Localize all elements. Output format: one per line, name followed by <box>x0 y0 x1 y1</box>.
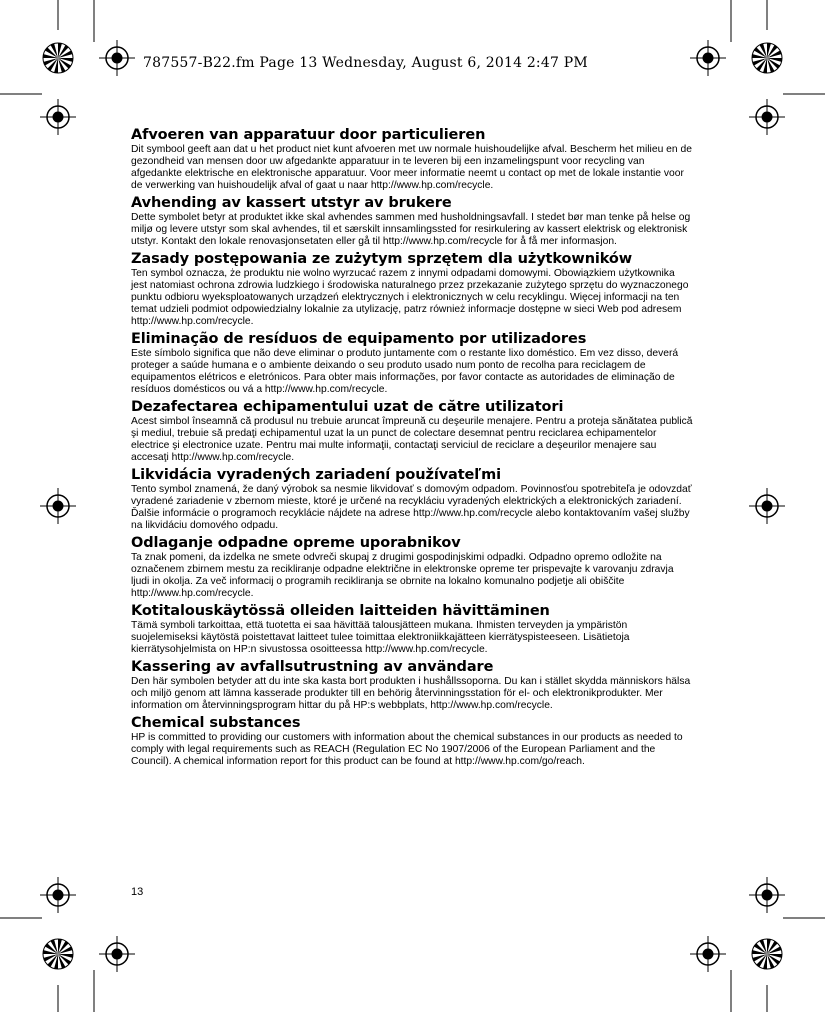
section-eliminacao <box>131 331 693 396</box>
section-body: Acest simbol înseamnă că produsul nu trebuie aruncat împreună cu deşeurile menajere. Pentru a proteja sănătatea publică şi mediul, trebuie să predaţi echipamentul uzat la un punct de colectare desemnat pentru reciclarea echipamentelor electrice şi electronice uzate. Pentru mai multe informaţii, contactaţi serviciul de reciclare a deşeurilor menajere sau accesaţi http://www.hp.com/recycle. <box>131 416 693 463</box>
registration-mark-icon <box>749 877 785 913</box>
section-body: HP is committed to providing our customers with information about the chemical substances in our products as needed to comply with legal requirements such as REACH (Regulation EC No 1907/2006 of the European Parliament and the Council). A chemical information report for this product can be found at http://www.hp.com/go/reach. <box>131 732 683 767</box>
star-target-icon <box>43 939 73 969</box>
section-body: Este símbolo significa que não deve eliminar o produto juntamente com o restante lixo doméstico. Em vez disso, deverá proteger a saúde humana e o ambiente deixando o seu produto usado num ponto de recolha para reciclagem de equipamentos elétricos e eletrónicos. Para obter mais informações, por favor contacte as autoridades de eliminação de resíduos domésticos ou vá a http://www.hp.com/recycle. <box>131 348 679 395</box>
section-odlaganje <box>131 535 693 600</box>
section-title: Kotitalouskäytössä olleiden laitteiden hävittäminen <box>131 603 550 619</box>
star-target-icon <box>43 43 73 73</box>
document-content <box>131 127 693 771</box>
section-title: Dezafectarea echipamentului uzat de către utilizatori <box>131 399 564 415</box>
section-body: Dit symbool geeft aan dat u het product niet kunt afvoeren met uw normale huishoudelijke afval. Bescherm het milieu en de gezondheid van mensen door uw afgedankte apparatuur in te leveren bij een inzamelingspunt voor recycling van afgedankte elektrische en elektronische apparatuur. Voor meer informatie neemt u contact op met de lokale instantie voor de verwerking van huishoudelijk afval of gaat u naar http://www.hp.com/recycle. <box>131 144 692 191</box>
section-title: Avhending av kassert utstyr av brukere <box>131 195 452 211</box>
registration-mark-icon <box>749 488 785 524</box>
section-title: Eliminação de resíduos de equipamento por utilizadores <box>131 331 587 347</box>
section-dezafectarea <box>131 399 693 464</box>
section-title: Odlaganje odpadne opreme uporabnikov <box>131 535 461 551</box>
section-title: Kassering av avfallsutrustning av användare <box>131 659 494 675</box>
section-body: Ten symbol oznacza, że produktu nie wolno wyrzucać razem z innymi odpadami domowymi. Obowiązkiem użytkownika jest natomiast ochrona zdrowia ludzkiego i środowiska naturalnego przez przekazanie zużytego sprzętu do wyznaczonego punktu odbioru wyeksploatowanych urządzeń elektrycznych i elektronicznych w celu recyklingu. Więcej informacji na ten temat udzieli podmiot odpowiedzialny lokalnie za utylizację, patrz również informacje dostępne w sieci Web pod adresem http://www.hp.com/recycle. <box>131 268 689 327</box>
section-title: Chemical substances <box>131 715 301 731</box>
section-likvidacia <box>131 467 693 532</box>
registration-mark-icon <box>99 40 135 76</box>
registration-mark-icon <box>40 877 76 913</box>
section-title: Afvoeren van apparatuur door particulieren <box>131 127 486 143</box>
registration-mark-icon <box>99 936 135 972</box>
star-target-icon <box>752 43 782 73</box>
section-kassering <box>131 659 693 712</box>
file-slug: 787557-B22.fm Page 13 Wednesday, August 6, 2014 2:47 PM <box>143 55 588 71</box>
registration-mark-icon <box>690 40 726 76</box>
registration-mark-icon <box>749 99 785 135</box>
section-afvoeren <box>131 127 693 192</box>
page-number: 13 <box>131 886 144 898</box>
star-target-icon <box>752 939 782 969</box>
section-kotitalous <box>131 603 693 656</box>
section-chemical <box>131 715 693 768</box>
registration-mark-icon <box>690 936 726 972</box>
section-body: Den här symbolen betyder att du inte ska kasta bort produkten i hushållssoporna. Du kan i stället skydda människors hälsa och miljö genom att lämna kasserade produkter till en behörig återvinningsstation för el- och elektronikprodukter. Mer information om återvinningsprogram hittar du på HP:s webbplats, http://www.hp.com/recycle. <box>131 676 691 711</box>
section-title: Likvidácia vyradených zariadení používateľmi <box>131 467 502 483</box>
section-zasady <box>131 251 693 328</box>
section-title: Zasady postępowania ze zużytym sprzętem dla użytkowników <box>131 251 633 267</box>
section-body: Dette symbolet betyr at produktet ikke skal avhendes sammen med husholdningsavfall. I stedet bør man tenke på helse og miljø og levere utstyr som skal avhendes, til et særskilt innsamlingssted for resirkulering av kassert elektrisk og elektronisk utstyr. Kontakt den lokale renovasjonsetaten eller gå til http://www.hp.com/recycle for å få mer informasjon. <box>131 212 691 247</box>
section-avhending <box>131 195 693 248</box>
registration-mark-icon <box>40 488 76 524</box>
section-body: Tämä symboli tarkoittaa, että tuotetta ei saa hävittää talousjätteen mukana. Ihmisten terveyden ja ympäristön suojelemiseksi käytöstä poistettavat laitteet tulee toimittaa elektroniikkajätteen kierrätyspisteeseen. Lisätietoja kierrätysohjelmista on HP:n sivustossa osoitteessa http://www.hp.com/recycle. <box>131 620 630 655</box>
section-body: Ta znak pomeni, da izdelka ne smete odvreči skupaj z drugimi gospodinjskimi odpadki. Odpadno opremo odložite na označenem zbirnem mestu za recikliranje odpadne električne in elektronske opreme ter prispevajte k varovanju zdravja ljudi in okolja. Za več informacij o programih recikliranja se obrnite na lokalno komunalno podjetje ali obiščite http://www.hp.com/recycle. <box>131 552 674 599</box>
section-body: Tento symbol znamená, že daný výrobok sa nesmie likvidovať s domovým odpadom. Povinnosťou spotrebiteľa je odovzdať vyradené zariadenie v zbernom mieste, ktoré je určené na recykláciu vyradených elektrických a elektronických zariadení. Ďalšie informácie o programoch recyklácie nájdete na adrese http://www.hp.com/recycle alebo kontaktovaním vašej služby na likvidáciu domového odpadu. <box>131 484 692 531</box>
registration-mark-icon <box>40 99 76 135</box>
